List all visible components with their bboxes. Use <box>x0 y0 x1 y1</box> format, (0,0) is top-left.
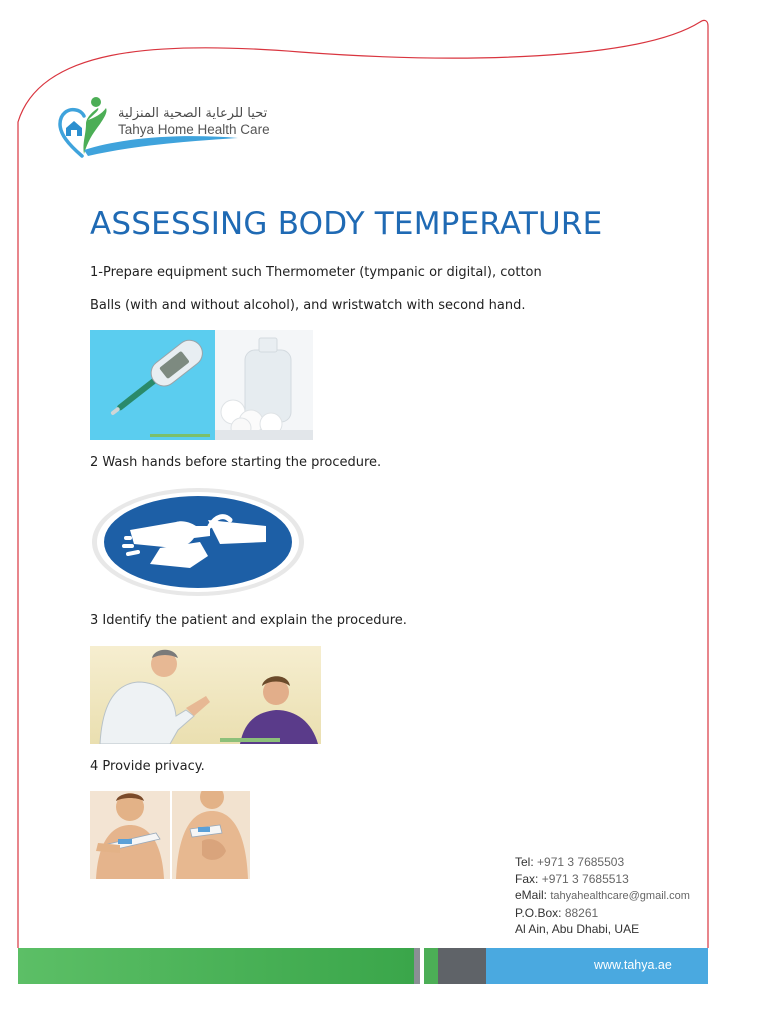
logo-arabic-name: تحيا للرعاية الصحية المنزلية <box>118 106 268 121</box>
step4-text: 4 Provide privacy. <box>90 759 205 774</box>
step1-text-line1: 1-Prepare equipment such Thermometer (tympanic or digital), cotton <box>90 265 542 280</box>
cotton-balls-image <box>215 330 313 440</box>
step3-text: 3 Identify the patient and explain the procedure. <box>90 613 407 628</box>
step2-text: 2 Wash hands before starting the procedure. <box>90 455 382 470</box>
page-title: ASSESSING BODY TEMPERATURE <box>90 206 603 242</box>
privacy-child-image-1 <box>90 791 170 879</box>
email-value: tahyahealthcare@gmail.com <box>550 890 690 902</box>
contact-tel: Tel: +971 3 7685503 <box>515 855 625 869</box>
contact-pobox: P.O.Box: 88261 <box>515 905 599 920</box>
contact-info <box>515 854 690 938</box>
wash-hands-sign-image <box>90 486 306 598</box>
contact-address: Al Ain, Abu Dhabi, UAE <box>515 922 640 936</box>
tel-value: +971 3 7685503 <box>537 855 625 869</box>
pobox-value: 88261 <box>564 905 599 920</box>
contact-email: eMail: tahyahealthcare@gmail.com <box>515 888 690 902</box>
website-link[interactable]: www.tahya.ae <box>594 958 672 972</box>
identify-patient-image <box>90 646 321 744</box>
privacy-child-image-2 <box>172 791 250 879</box>
fax-value: +971 3 7685513 <box>541 871 629 886</box>
thermometer-image <box>90 330 215 440</box>
logo-english-name: Tahya Home Health Care <box>118 122 270 137</box>
contact-fax: Fax: +971 3 7685513 <box>515 871 629 886</box>
step1-text-line2: Balls (with and without alcohol), and wristwatch with second hand. <box>90 298 526 313</box>
